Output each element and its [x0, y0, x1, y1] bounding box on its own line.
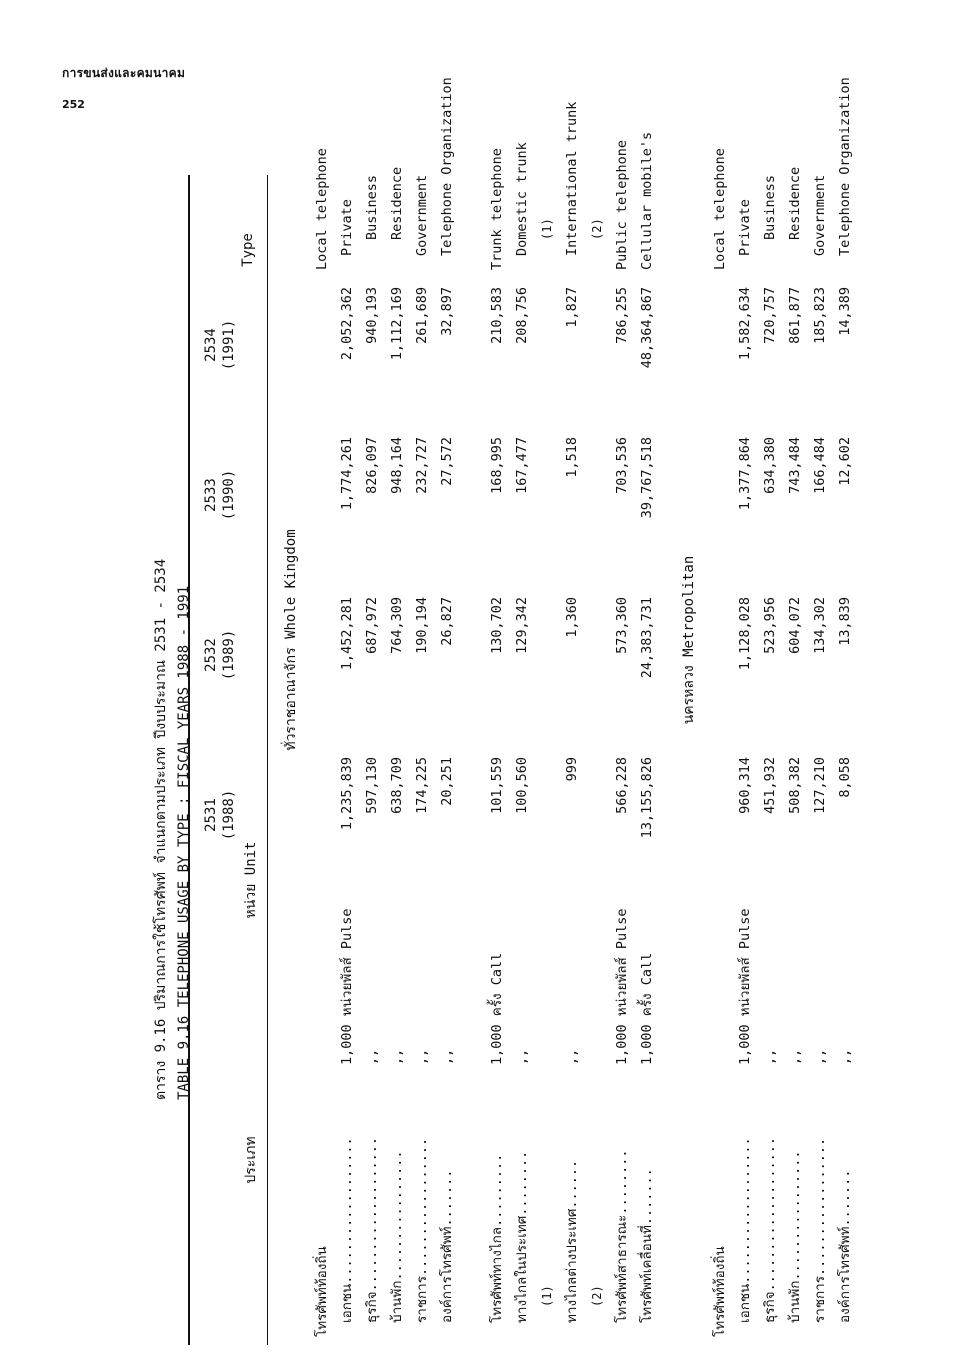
page-number: 252: [62, 98, 85, 111]
table-row: [335, 175, 360, 1345]
row-value-1990: 1,518: [564, 437, 580, 478]
row-label-english: Business: [762, 174, 778, 240]
table-row: [310, 148, 335, 1345]
row-value-1990: 39,767,518: [639, 437, 655, 519]
table-row: [560, 101, 585, 1345]
row-label-thai: องค์การโทรศัพท์.......: [439, 1169, 455, 1323]
row-label-thai: บ้านพัก................: [787, 1150, 803, 1323]
row-label-thai: โทรศัพท์ท้องถิ่น: [314, 1246, 330, 1337]
row-unit: 1,000 หน่วยพัลส์ Pulse: [339, 908, 355, 1065]
row-label-english: Public telephone: [614, 139, 630, 270]
year-be: 2532: [203, 638, 219, 672]
row-value-1991: 1,582,634: [737, 287, 753, 361]
row-value-1989: 13,839: [837, 597, 853, 646]
row-value-1990: 12,602: [837, 437, 853, 486]
row-label-thai: บ้านพัก................: [389, 1150, 405, 1323]
table-row: [708, 148, 733, 1345]
row-value-1988: 508,382: [787, 757, 803, 814]
row-value-1989: 764,309: [389, 597, 405, 654]
row-value-1990: 948,164: [389, 437, 405, 494]
row-value-1990: 166,484: [812, 437, 828, 494]
section-label-metropolitan: นครหลวง Metropolitan: [681, 555, 697, 725]
row-label-thai: ธุรกิจ...................: [762, 1136, 778, 1323]
row-unit: ,,: [762, 1048, 778, 1065]
row-value-1991: 940,193: [364, 287, 380, 344]
row-label-english: Business: [364, 174, 380, 240]
row-value-1991: 14,389: [837, 287, 853, 336]
row-value-1990: 1,377,864: [737, 437, 753, 511]
row-value-1989: 604,072: [787, 597, 803, 654]
row-value-1989: 130,702: [489, 597, 505, 654]
row-value-1989: 573,360: [614, 597, 630, 654]
row-unit: ,,: [812, 1048, 828, 1065]
row-value-1988: 999: [564, 757, 580, 782]
row-value-1989: 1,360: [564, 597, 580, 638]
row-value-1988: 20,251: [439, 757, 455, 806]
row-unit: ,,: [564, 1048, 580, 1065]
row-value-1988: 101,559: [489, 757, 505, 814]
row-unit: ,,: [389, 1048, 405, 1065]
row-value-1991: 208,756: [514, 287, 530, 344]
row-value-1988: 960,314: [737, 757, 753, 814]
row-value-1989: 1,128,028: [737, 597, 753, 671]
row-label-thai: ราชการ.................: [812, 1137, 828, 1323]
table-row: [635, 131, 660, 1345]
row-value-1989: 523,956: [762, 597, 778, 654]
row-value-1991: 861,877: [787, 287, 803, 344]
row-label-english: Domestic trunk: [514, 142, 530, 256]
row-value-1991: 1,827: [564, 287, 580, 328]
row-label-thai: โทรศัพท์ทางไกล.........: [489, 1153, 505, 1323]
row-label-thai: โทรศัพท์เคลื่อนที่.......: [639, 1168, 655, 1323]
row-value-1989: 134,302: [812, 597, 828, 654]
year-ce: (1990): [221, 469, 237, 521]
row-label-thai: ทางไกลต่างประเทศ......: [564, 1159, 580, 1323]
row-value-1988: 13,155,826: [639, 757, 655, 839]
row-value-1991: 32,897: [439, 287, 455, 336]
table-row: [385, 166, 410, 1345]
row-unit: ,,: [787, 1048, 803, 1065]
column-header-unit: หน่วย Unit: [243, 841, 259, 919]
row-unit: ,,: [837, 1048, 853, 1065]
row-unit: 1,000 หน่วยพัลส์ Pulse: [614, 908, 630, 1065]
row-value-1988: 451,932: [762, 757, 778, 814]
row-label-thai: ธุรกิจ...................: [364, 1136, 380, 1323]
year-ce: (1991): [221, 319, 237, 371]
row-value-1988: 100,560: [514, 757, 530, 814]
table-title-thai: ตาราง 9.16 ปริมาณการใช้โทรศัพท์ จำแนกตามประเภท ปีงบประมาณ 2531 - 2534: [153, 558, 169, 1100]
column-header-type-english: Type: [240, 233, 256, 267]
row-value-1988: 174,225: [414, 757, 430, 814]
row-label-english: Government: [812, 174, 828, 256]
page-header: [62, 64, 185, 111]
row-value-1991: 185,823: [812, 287, 828, 344]
table-title: [150, 559, 192, 1100]
row-value-1989: 26,827: [439, 597, 455, 646]
row-label-thai: องค์การโทรศัพท์.......: [837, 1169, 853, 1323]
row-value-1990: 826,097: [364, 437, 380, 494]
row-label-english: International trunk: [564, 101, 580, 256]
year-ce: (1989): [221, 629, 237, 681]
row-value-1989: 129,342: [514, 597, 530, 654]
column-header-year: [202, 290, 238, 400]
row-value-1989: 190,194: [414, 597, 430, 654]
table-row: [808, 175, 833, 1345]
table-row: [783, 166, 808, 1345]
row-label-english: Telephone Organization: [837, 77, 853, 256]
table-body-whole-kingdom: [310, 77, 660, 1345]
table-row: [410, 175, 435, 1345]
row-value-1990: 743,484: [787, 437, 803, 494]
row-value-1991: 210,583: [489, 287, 505, 344]
row-label-english: Residence: [389, 166, 405, 240]
table-row: [510, 142, 535, 1345]
row-label-thai: โทรศัพท์สาธารณะ........: [614, 1149, 630, 1323]
rotated-table: [150, 77, 920, 1350]
table-row: [610, 139, 635, 1345]
column-header-type-thai: ประเภท: [243, 1136, 259, 1184]
row-value-1989: 687,972: [364, 597, 380, 654]
column-header-year: [202, 760, 238, 870]
row-label-english: Local telephone: [712, 148, 728, 270]
row-unit: 1,000 ครั้ง Call: [639, 952, 655, 1065]
table-row: [733, 175, 758, 1345]
section-label-whole-kingdom: ทั่วราชอาณาจักร Whole Kingdom: [283, 529, 299, 751]
table-row: [485, 148, 510, 1345]
table-row: [585, 175, 610, 1345]
row-unit: ,,: [364, 1048, 380, 1065]
row-label-english: Government: [414, 174, 430, 256]
table-row: [535, 175, 560, 1345]
year-ce: (1988): [221, 789, 237, 841]
row-value-1991: 786,255: [614, 287, 630, 344]
row-value-1988: 566,228: [614, 757, 630, 814]
row-value-1989: 24,383,731: [639, 597, 655, 679]
row-value-1990: 168,995: [489, 437, 505, 494]
row-label-thai: เอกชน..................: [339, 1137, 355, 1323]
row-label-thai: ทางไกลในประเทศ........: [514, 1150, 530, 1323]
table-row: [460, 175, 485, 1345]
table-title-english: TABLE 9.16 TELEPHONE USAGE BY TYPE : FISCAL YEARS 1988 - 1991: [176, 585, 192, 1100]
table-body-metropolitan: [708, 77, 858, 1345]
column-header-year: [202, 440, 238, 550]
table-row: [360, 175, 385, 1345]
row-unit: 1,000 หน่วยพัลส์ Pulse: [737, 908, 753, 1065]
row-label-thai: (2): [590, 1285, 604, 1307]
row-value-1990: 232,727: [414, 437, 430, 494]
row-value-1988: 8,058: [837, 757, 853, 798]
row-value-1991: 2,052,362: [339, 287, 355, 361]
row-unit: ,,: [414, 1048, 430, 1065]
top-rule: [188, 175, 190, 1345]
row-label-thai: เอกชน..................: [737, 1137, 753, 1323]
row-value-1990: 634,380: [762, 437, 778, 494]
row-label-english: Private: [737, 199, 753, 256]
row-label-english: (1): [540, 218, 554, 240]
row-value-1989: 1,452,281: [339, 597, 355, 671]
row-value-1990: 167,477: [514, 437, 530, 494]
row-label-thai: ราชการ.................: [414, 1137, 430, 1323]
row-label-thai: โทรศัพท์ท้องถิ่น: [712, 1246, 728, 1337]
row-label-thai: (1): [540, 1285, 554, 1307]
table-row: [833, 77, 858, 1345]
year-be: 2531: [203, 798, 219, 832]
column-header-year: [202, 600, 238, 710]
year-be: 2533: [203, 478, 219, 512]
row-value-1991: 48,364,867: [639, 287, 655, 369]
table-row: [758, 175, 783, 1345]
row-label-english: Cellular mobile's: [639, 131, 655, 270]
row-value-1991: 720,757: [762, 287, 778, 344]
row-value-1991: 261,689: [414, 287, 430, 344]
row-value-1990: 27,572: [439, 437, 455, 486]
row-label-english: Local telephone: [314, 148, 330, 270]
row-unit: ,,: [439, 1048, 455, 1065]
row-unit: ,,: [514, 1048, 530, 1065]
row-unit: 1,000 ครั้ง Call: [489, 952, 505, 1065]
row-value-1990: 1,774,261: [339, 437, 355, 511]
row-value-1990: 703,536: [614, 437, 630, 494]
year-be: 2534: [203, 328, 219, 362]
row-value-1988: 597,130: [364, 757, 380, 814]
row-label-english: (2): [590, 218, 604, 240]
row-label-english: Trunk telephone: [489, 148, 505, 270]
row-label-english: Telephone Organization: [439, 77, 455, 256]
row-value-1988: 1,235,839: [339, 757, 355, 831]
row-label-english: Residence: [787, 166, 803, 240]
row-value-1991: 1,112,169: [389, 287, 405, 361]
table-row: [435, 77, 460, 1345]
chapter-title: การขนส่งและคมนาคม: [62, 66, 186, 80]
header-rule: [267, 175, 268, 1345]
row-value-1988: 638,709: [389, 757, 405, 814]
row-label-english: Private: [339, 199, 355, 256]
row-value-1988: 127,210: [812, 757, 828, 814]
